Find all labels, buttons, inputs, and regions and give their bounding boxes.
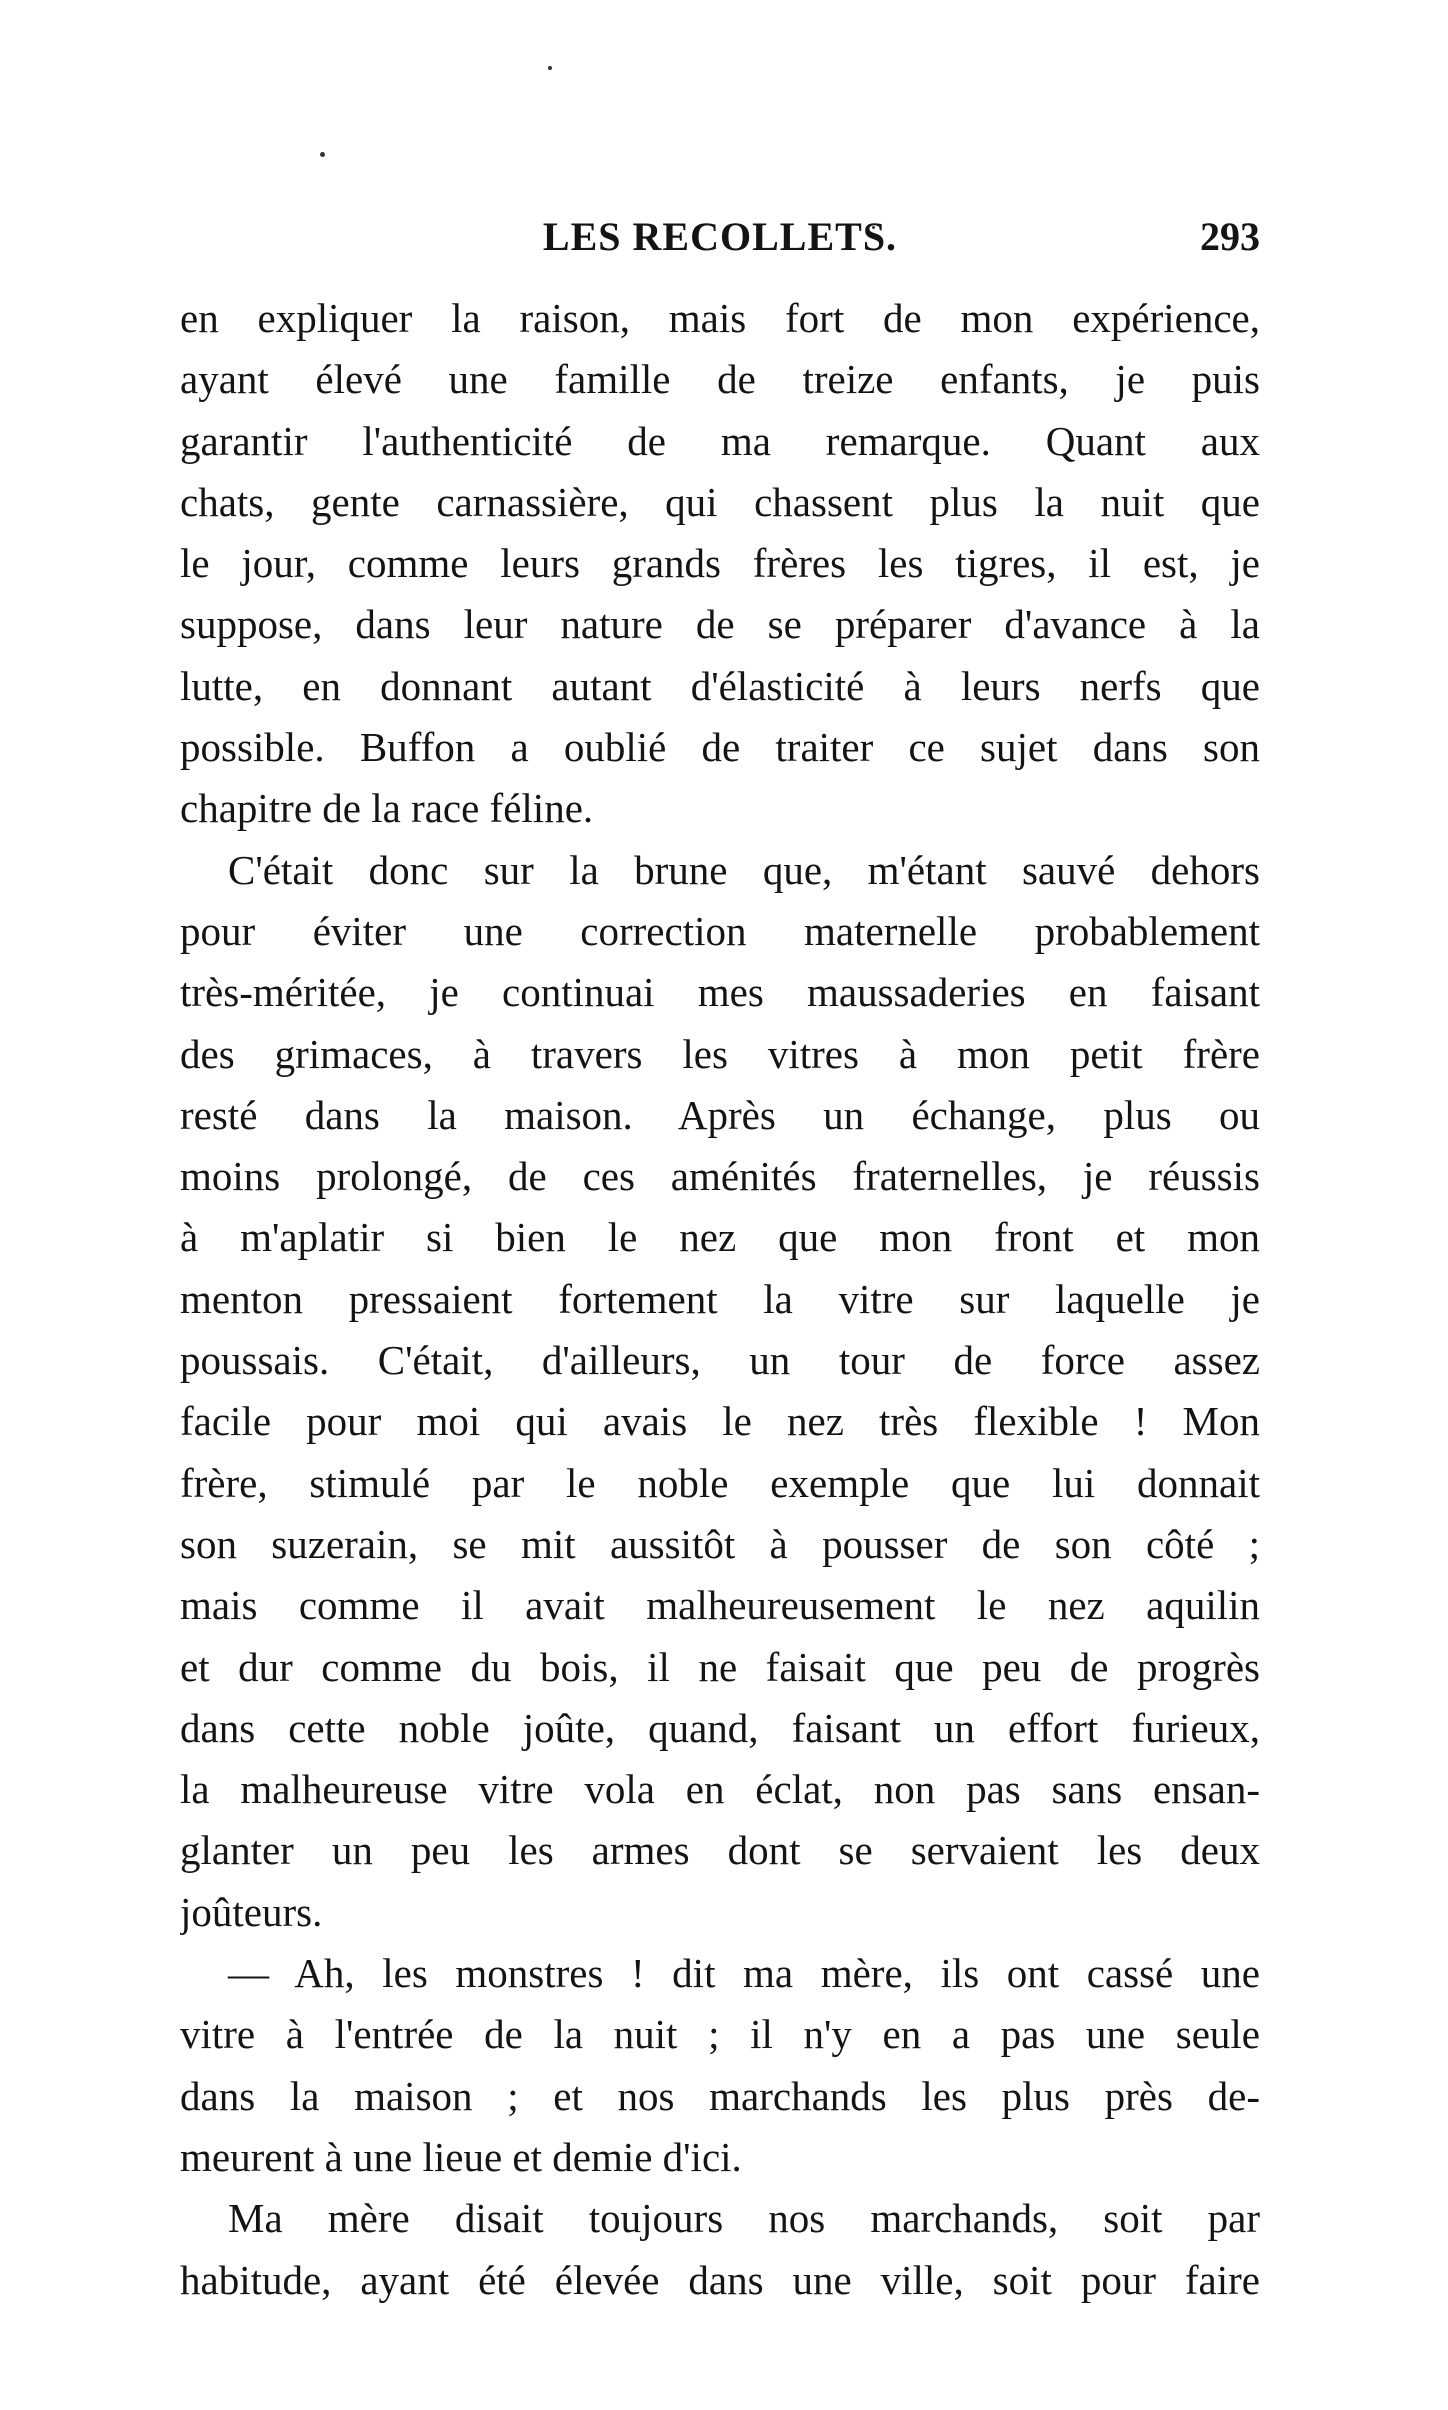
text-line: dans cette noble joûte, quand, faisant un effort furieux, (180, 1704, 1260, 1751)
text-line: très-méritée, je continuai mes maussaderies en faisant (180, 969, 1260, 1016)
page-header (180, 212, 1260, 262)
text-line: des grimaces, à travers les vitres à mon petit frère (180, 1030, 1260, 1077)
text-line: chats, gente carnassière, qui chassent plus la nuit que (180, 478, 1260, 525)
paragraph (180, 288, 1260, 840)
text-line: la malheureuse vitre vola en éclat, non pas sans ensan- (180, 1766, 1260, 1813)
ink-speck (320, 152, 325, 157)
text-line: lutte, en donnant autant d'élasticité à leurs nerfs que (180, 662, 1260, 709)
page-number: 293 (1200, 214, 1260, 259)
text-line: mais comme il avait malheureusement le nez aquilin (180, 1582, 1260, 1629)
text-line: poussais. C'était, d'ailleurs, un tour de force assez (180, 1337, 1260, 1384)
text-line: pour éviter une correction maternelle probablement (180, 907, 1260, 954)
paragraph (180, 2188, 1260, 2311)
text-line: meurent à une lieue et demie d'ici. (180, 2133, 742, 2180)
text-line: dans la maison ; et nos marchands les plus près de- (180, 2072, 1260, 2119)
text-line: en expliquer la raison, mais fort de mon expérience, (180, 295, 1260, 341)
text-line: chapitre de la race féline. (180, 785, 594, 832)
ink-speck (548, 66, 552, 70)
text-line: glanter un peu les armes dont se servaient les deux (180, 1827, 1260, 1874)
text-line: Ma mère disait toujours nos marchands, soit par (228, 2195, 1260, 2242)
text-line: habitude, ayant été élevée dans une ville, soit pour faire (180, 2256, 1260, 2303)
running-title: LES RECOLLETS. (542, 214, 898, 259)
text-line: C'était donc sur la brune que, m'étant sauvé dehors (228, 846, 1260, 893)
text-line: suppose, dans leur nature de se préparer d'avance à la (180, 601, 1260, 648)
text-line: garantir l'authenticité de ma remarque. Quant aux (180, 417, 1260, 464)
text-line: le jour, comme leurs grands frères les tigres, il est, je (180, 540, 1260, 587)
text-line: resté dans la maison. Après un échange, plus ou (180, 1091, 1260, 1138)
text-line: moins prolongé, de ces aménités fraternelles, je réussis (180, 1153, 1260, 1200)
paragraph (180, 1943, 1260, 2188)
paragraph (180, 840, 1260, 1943)
text-line: joûteurs. (180, 1888, 323, 1935)
text-line: — Ah, les monstres ! dit ma mère, ils ont cassé une (228, 1950, 1260, 1997)
text-line: frère, stimulé par le noble exemple que lui donnait (180, 1459, 1260, 1506)
text-line: vitre à l'entrée de la nuit ; il n'y en a pas une seule (180, 2011, 1260, 2058)
body-text (180, 288, 1260, 2311)
text-line: menton pressaient fortement la vitre sur laquelle je (180, 1275, 1260, 1322)
text-line: son suzerain, se mit aussitôt à pousser de son côté ; (180, 1520, 1260, 1567)
text-line: à m'aplatir si bien le nez que mon front et mon (180, 1214, 1260, 1261)
text-line: facile pour moi qui avais le nez très flexible ! Mon (180, 1398, 1260, 1445)
text-line: ayant élevé une famille de treize enfants, je puis (180, 356, 1260, 403)
text-line: possible. Buffon a oublié de traiter ce sujet dans son (180, 724, 1260, 771)
text-line: et dur comme du bois, il ne faisait que peu de progrès (180, 1643, 1260, 1690)
